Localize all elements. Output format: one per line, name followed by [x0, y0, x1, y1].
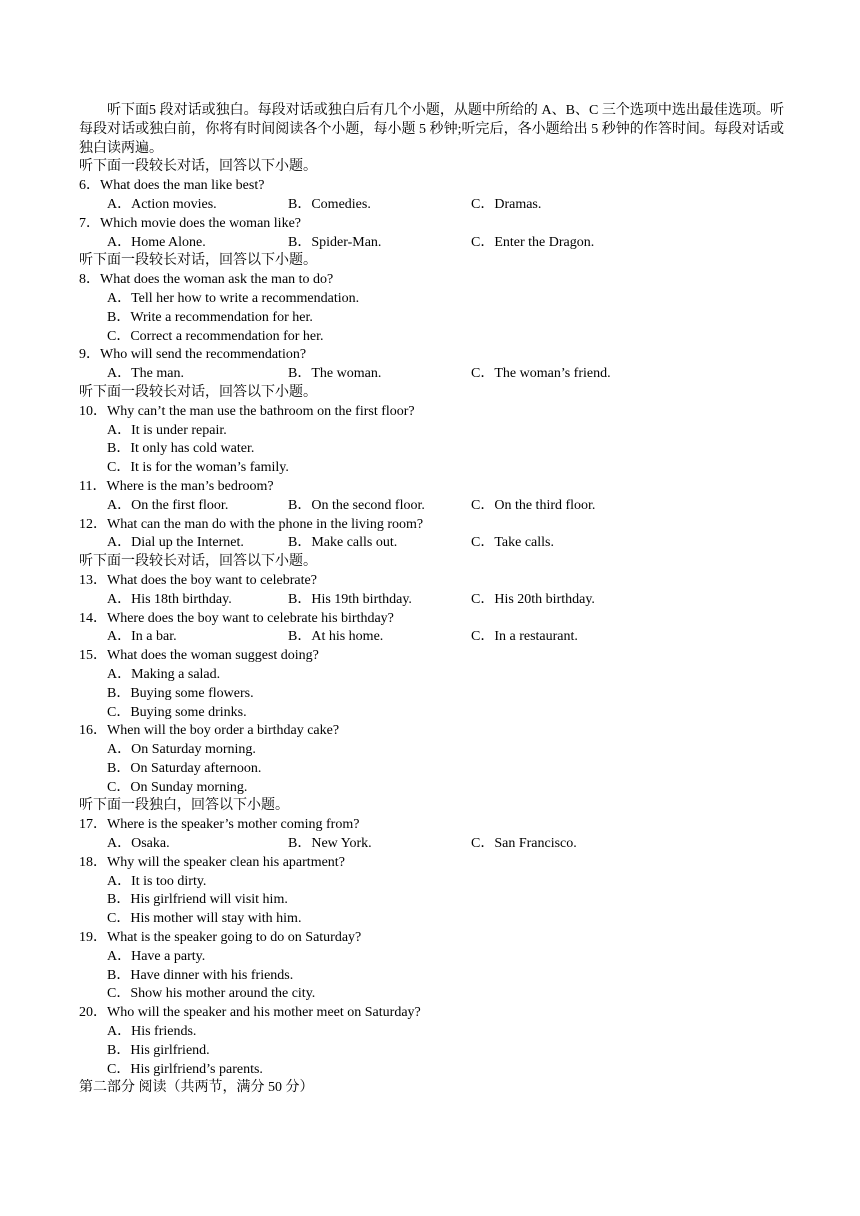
option-a: A．The man. — [107, 366, 184, 382]
option-b: B．At his home. — [288, 629, 384, 645]
question-14-options — [79, 628, 784, 647]
option-a: A．It is under repair. — [107, 422, 227, 438]
option-b: B．On Saturday afternoon. — [107, 760, 262, 776]
question-7: 7．Which movie does the woman like? — [79, 215, 301, 231]
option-c: C．His 20th birthday. — [471, 591, 595, 607]
option-c: C．Correct a recommendation for her. — [107, 328, 324, 344]
question-9: 9．Who will send the recommendation? — [79, 347, 307, 363]
option-a: A．Osaka. — [107, 836, 170, 852]
question-17-options — [79, 835, 784, 854]
part-heading: 第二部分 阅读（共两节，满分 50 分） — [79, 1080, 314, 1096]
question-9-options — [79, 365, 784, 384]
option-a: A．His friends. — [107, 1024, 197, 1040]
section-heading: 听下面一段较长对话，回答以下小题。 — [79, 253, 317, 269]
option-b: B．New York. — [288, 836, 372, 852]
question-10: 10．Why can’t the man use the bathroom on the first floor? — [79, 403, 415, 419]
question-19: 19．What is the speaker going to do on Saturday? — [79, 930, 362, 946]
option-a: A．Making a salad. — [107, 666, 221, 682]
question-6-options — [79, 196, 784, 215]
question-12: 12．What can the man do with the phone in the living room? — [79, 516, 424, 532]
option-b: B．Write a recommendation for her. — [107, 309, 313, 325]
option-b: B．The woman. — [288, 366, 382, 382]
option-c: C．It is for the woman’s family. — [107, 460, 289, 476]
question-15: 15．What does the woman suggest doing? — [79, 648, 319, 664]
question-11: 11．Where is the man’s bedroom? — [79, 478, 274, 494]
option-a: A．Have a party. — [107, 948, 206, 964]
option-b: B．On the second floor. — [288, 497, 425, 513]
option-c: C．Take calls. — [471, 535, 554, 551]
option-b: B．His girlfriend will visit him. — [107, 892, 288, 908]
question-6: 6．What does the man like best? — [79, 178, 265, 194]
option-a: A．On Saturday morning. — [107, 742, 256, 758]
section-heading: 听下面一段较长对话，回答以下小题。 — [79, 159, 317, 175]
question-11-options — [79, 497, 784, 516]
option-c: C．In a restaurant. — [471, 629, 578, 645]
question-12-options — [79, 534, 784, 553]
option-b: B．It only has cold water. — [107, 441, 255, 457]
option-b: B．Buying some flowers. — [107, 685, 254, 701]
option-a: A．Dial up the Internet. — [107, 535, 244, 551]
option-b: B．Spider-Man. — [288, 234, 382, 250]
option-b: B．His girlfriend. — [107, 1042, 210, 1058]
question-7-options — [79, 234, 784, 253]
option-c: C．San Francisco. — [471, 836, 577, 852]
section-instructions: 听下面5 段对话或独白。每段对话或独白后有几个小题，从题中所给的 A、B、C 三个选项中选出最佳选项。听每段对话或独白前，你将有时间阅读各个小题，每小题 5 秒钟;听完后，各小题给出 5 秒钟的作答时间。每段对话或独白读两遍。 — [79, 103, 784, 156]
option-b: B．Have dinner with his friends. — [107, 967, 294, 983]
option-c: C．His girlfriend’s parents. — [107, 1061, 263, 1077]
question-16: 16．When will the boy order a birthday cake? — [79, 723, 340, 739]
question-20: 20．Who will the speaker and his mother meet on Saturday? — [79, 1005, 421, 1021]
question-8: 8．What does the woman ask the man to do? — [79, 272, 334, 288]
question-13: 13．What does the boy want to celebrate? — [79, 572, 317, 588]
question-18: 18．Why will the speaker clean his apartment? — [79, 854, 345, 870]
option-b: B．His 19th birthday. — [288, 591, 412, 607]
option-b: B．Make calls out. — [288, 535, 398, 551]
option-a: A．On the first floor. — [107, 497, 229, 513]
option-c: C．On the third floor. — [471, 497, 596, 513]
option-c: C．On Sunday morning. — [107, 779, 248, 795]
question-14: 14．Where does the boy want to celebrate his birthday? — [79, 610, 394, 626]
option-b: B．Comedies. — [288, 196, 371, 212]
option-c: C．Show his mother around the city. — [107, 986, 316, 1002]
option-c: C．His mother will stay with him. — [107, 911, 302, 927]
option-a: A．It is too dirty. — [107, 873, 207, 889]
option-c: C．Buying some drinks. — [107, 704, 247, 720]
option-a: A．Action movies. — [107, 196, 217, 212]
option-a: A．Home Alone. — [107, 234, 206, 250]
option-c: C．Enter the Dragon. — [471, 234, 595, 250]
option-a: A．His 18th birthday. — [107, 591, 232, 607]
option-a: A．Tell her how to write a recommendation. — [107, 290, 360, 306]
option-c: C．The woman’s friend. — [471, 366, 611, 382]
exam-page — [79, 102, 784, 1098]
question-17: 17．Where is the speaker’s mother coming from? — [79, 817, 360, 833]
section-heading: 听下面一段独白，回答以下小题。 — [79, 798, 289, 814]
option-c: C．Dramas. — [471, 196, 542, 212]
section-heading: 听下面一段较长对话，回答以下小题。 — [79, 554, 317, 570]
option-a: A．In a bar. — [107, 629, 177, 645]
question-13-options — [79, 591, 784, 610]
section-heading: 听下面一段较长对话，回答以下小题。 — [79, 384, 317, 400]
